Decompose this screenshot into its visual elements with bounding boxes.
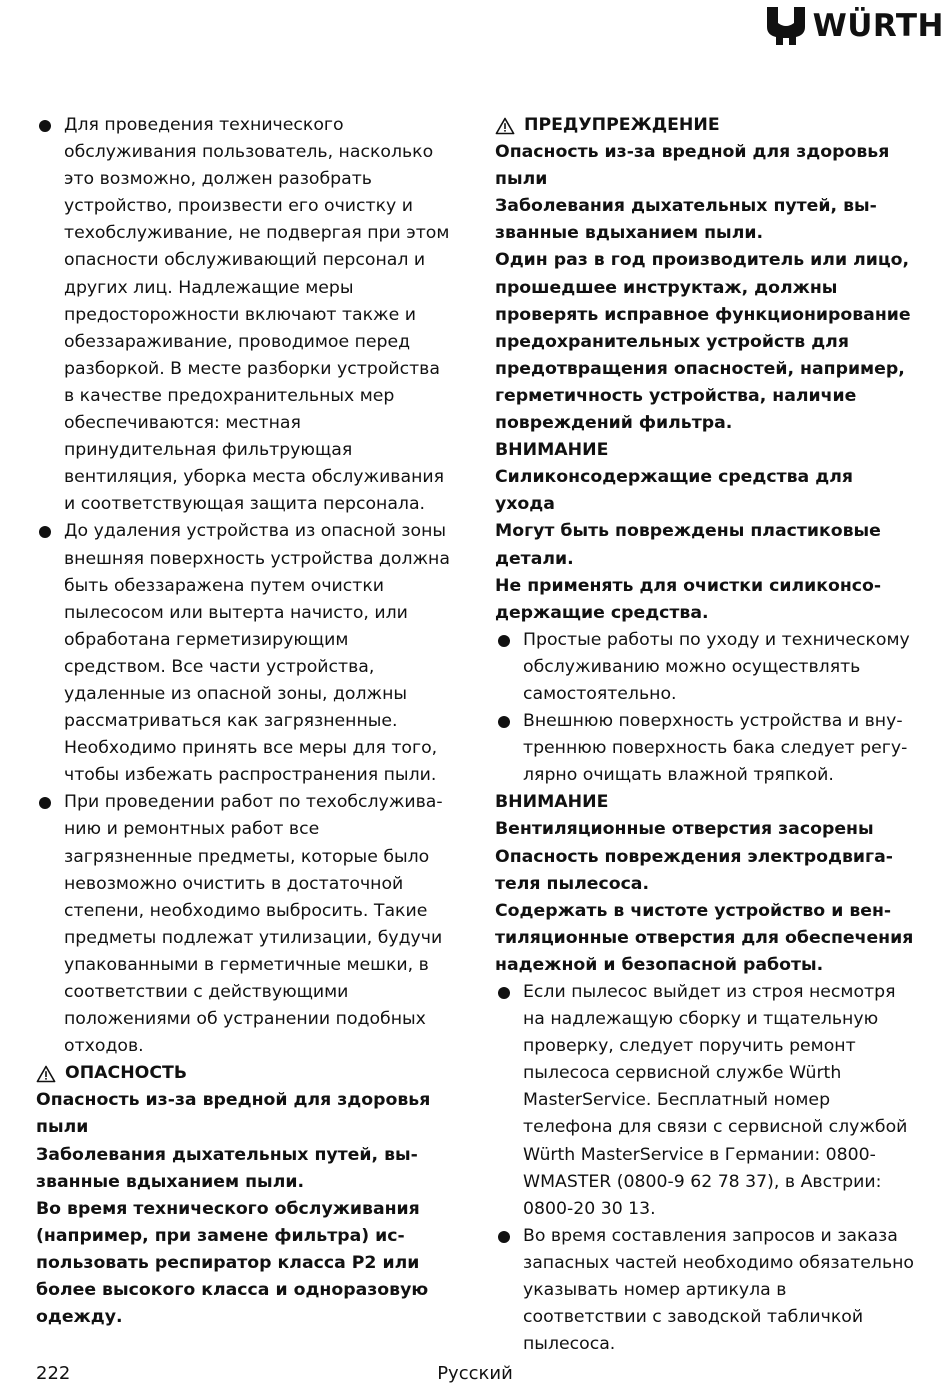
list-item-text: Во время составления запросов и заказа запасных частей необходимо обязательно указывать номер артикула в соответствии с заводской табличкой пылесоса. [523,1225,915,1355]
wurth-logo [744,4,944,48]
caution-heading: ВНИМАНИЕ [495,440,609,461]
list-item [495,708,915,789]
caution-line: Могут быть повреждены пластиковые детали. [495,521,881,569]
list-item-text: Если пылесос выйдет из строя несмотря на надлежащую сборку и тщательную проверку, следует поручить ремонт пылесоса сервисной службе Würth MasterService. Бесплатный номер телефона для связи с сервисной службой Würth MasterService в Германии: 0800-WMASTER (0800-9 62 78 37), в Австрии: 0800-20 30 13. [523,982,908,1219]
right-column [495,112,915,1358]
wurth-logo-mark-icon [765,5,807,47]
warning-line: Один раз в год производитель или лицо, прошедшее инструктаж, должны проверять исправное функционирование предохранительных устройств для предотвращения опасностей, например, герметичность устройства, наличие повреждений фильтра. [495,250,911,434]
list-item [36,518,452,789]
bullet-icon [498,1231,510,1243]
danger-line: Заболевания дыхательных путей, вызванные вдыханием пыли. [36,1144,418,1192]
list-item [495,979,915,1223]
caution-line: Опасность повреждения электродвигателя пылесоса. [495,846,893,894]
danger-heading [36,1060,452,1087]
bullet-icon [39,526,51,538]
list-item-text: Внешнюю поверхность устройства и внутреннюю поверхность бака следует регулярно очищать влажной тряпкой. [523,711,908,786]
warning-triangle-icon [495,117,515,135]
warning-triangle-icon [36,1065,56,1083]
list-item-text: При проведении работ по техобслуживанию и ремонтных работ все загрязненные предметы, которые было невозможно очистить в достаточной степени, необходимо выбросить. Такие предметы подлежат утилизации, будучи упакованными в герметичные мешки, в соответствии с действующими положениями об устранении подобных отходов. [64,792,443,1057]
caution-heading: ВНИМАНИЕ [495,792,609,813]
page-number: 222 [36,1363,71,1384]
list-item [36,789,452,1060]
list-item [495,1223,915,1358]
bullet-icon [498,987,510,999]
list-item-text: Простые работы по уходу и техническому обслуживанию можно осуществлять самостоятельно. [523,629,910,704]
bullet-icon [498,635,510,647]
warning-heading [495,112,915,139]
caution-line: Силиконсодержащие средства для ухода [495,467,853,515]
bullet-icon [39,797,51,809]
caution-line: Содержать в чистоте устройство и вентиляционные отверстия для обеспечения надежной и безопасной работы. [495,900,914,975]
list-item-text: Для проведения технического обслуживания пользователь, насколько это возможно, должен разобрать устройство, произвести его очистку и техобслуживание, не подвергая при этом опасности обслуживающий персонал и других лиц. Надлежащие меры предосторожности включают также и обеззараживание, проводимое перед разборкой. В месте разборки устройства в качестве предохранительных мер обеспечиваются: местная принудительная фильтрующая вентиляция, уборка места обслуживания и соответствующая защита персонала. [64,115,450,515]
footer-language: Русский [437,1363,513,1384]
list-item-text: До удаления устройства из опасной зоны внешняя поверхность устройства должна быть обеззаражена путем очистки пылесосом или вытерта начисто, или обработана герметизирующим средством. Все части устройства, удаленные из опасной зоны, должны рассматриваться как загрязненные. Необходимо принять все меры для того, чтобы избежать распространения пыли. [64,521,450,786]
service-bullet-list [495,979,915,1358]
warning-line: Заболевания дыхательных путей, вызванные вдыханием пыли. [495,196,877,244]
left-column [36,112,452,1331]
warning-title: ПРЕДУПРЕЖДЕНИЕ [524,115,720,135]
brand-name: WÜRTH [812,7,944,44]
danger-line: Опасность из-за вредной для здоровья пыли [36,1090,431,1138]
danger-title: ОПАСНОСТЬ [65,1063,188,1084]
danger-line: Во время технического обслуживания (например, при замене фильтра) использовать респиратор класса P2 или более высокого класса и одноразовую одежду. [36,1198,429,1328]
list-item [36,112,452,518]
caution-line: Не применять для очистки силиконсодержащие средства. [495,575,882,623]
list-item [495,627,915,708]
warning-line: Опасность из-за вредной для здоровья пыли [495,142,890,190]
caution-line: Вентиляционные отверстия засорены [495,819,874,840]
bullet-icon [498,716,510,728]
care-bullet-list [495,627,915,790]
maintenance-bullet-list [36,112,452,1060]
bullet-icon [39,120,51,132]
